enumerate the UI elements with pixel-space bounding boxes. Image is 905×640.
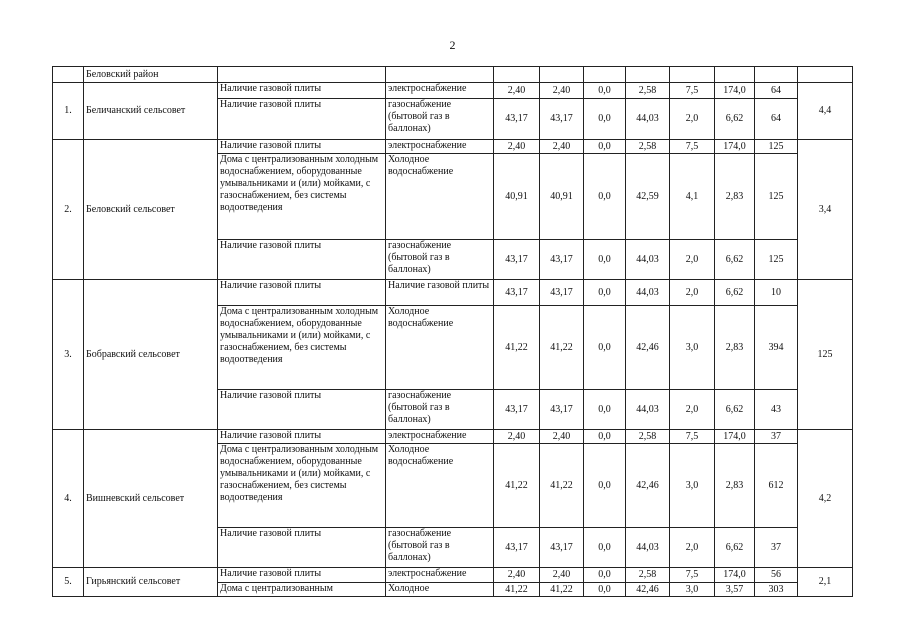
empty-cell xyxy=(386,67,494,83)
value-cell: 7,5 xyxy=(670,568,715,583)
empty-cell xyxy=(798,67,853,83)
value-cell: 43,17 xyxy=(540,240,584,280)
value-cell: 2,40 xyxy=(540,568,584,583)
utility-type: газоснабжение (бытовой газ в баллонах) xyxy=(386,240,494,280)
value-cell: 7,5 xyxy=(670,140,715,154)
district-row xyxy=(53,67,853,83)
value-cell: 40,91 xyxy=(540,154,584,240)
value-cell: 125 xyxy=(755,140,798,154)
value-cell: 43,17 xyxy=(540,390,584,430)
housing-description: Наличие газовой плиты xyxy=(218,83,386,99)
value-cell: 10 xyxy=(755,280,798,306)
value-cell: 4,1 xyxy=(670,154,715,240)
value-cell: 44,03 xyxy=(626,280,670,306)
value-cell: 37 xyxy=(755,528,798,568)
table-row xyxy=(53,280,853,306)
settlement-name: Бобравский сельсовет xyxy=(84,280,218,430)
total-value: 3,4 xyxy=(798,140,853,280)
value-cell: 174,0 xyxy=(715,568,755,583)
district-name: Беловский район xyxy=(84,67,218,83)
value-cell: 41,22 xyxy=(494,444,540,528)
value-cell: 2,0 xyxy=(670,390,715,430)
settlement-name: Беличанский сельсовет xyxy=(84,83,218,140)
value-cell: 41,22 xyxy=(494,583,540,597)
value-cell: 42,59 xyxy=(626,154,670,240)
empty-cell xyxy=(584,67,626,83)
value-cell: 43,17 xyxy=(494,240,540,280)
housing-description: Наличие газовой плиты xyxy=(218,280,386,306)
value-cell: 2,40 xyxy=(540,430,584,444)
row-number: 3. xyxy=(53,280,84,430)
value-cell: 2,83 xyxy=(715,444,755,528)
value-cell: 43,17 xyxy=(494,99,540,140)
row-number: 2. xyxy=(53,140,84,280)
value-cell: 42,46 xyxy=(626,444,670,528)
value-cell: 0,0 xyxy=(584,140,626,154)
value-cell: 2,58 xyxy=(626,430,670,444)
value-cell: 0,0 xyxy=(584,154,626,240)
value-cell: 56 xyxy=(755,568,798,583)
utility-type: электроснабжение xyxy=(386,83,494,99)
housing-description: Наличие газовой плиты xyxy=(218,99,386,140)
value-cell: 2,0 xyxy=(670,528,715,568)
value-cell: 174,0 xyxy=(715,430,755,444)
table-body xyxy=(53,67,853,597)
value-cell: 37 xyxy=(755,430,798,444)
value-cell: 7,5 xyxy=(670,83,715,99)
value-cell: 0,0 xyxy=(584,83,626,99)
value-cell: 0,0 xyxy=(584,430,626,444)
value-cell: 6,62 xyxy=(715,99,755,140)
value-cell: 44,03 xyxy=(626,240,670,280)
empty-cell xyxy=(218,67,386,83)
empty-cell xyxy=(715,67,755,83)
value-cell: 303 xyxy=(755,583,798,597)
value-cell: 3,0 xyxy=(670,306,715,390)
value-cell: 40,91 xyxy=(494,154,540,240)
housing-description: Наличие газовой плиты xyxy=(218,568,386,583)
housing-description: Дома с централизованным холодным водоснабжением, оборудованные умывальниками и (или) мойками, с газоснабжением, без системы водоотведения xyxy=(218,444,386,528)
value-cell: 43,17 xyxy=(540,528,584,568)
value-cell: 0,0 xyxy=(584,306,626,390)
utility-type: Наличие газовой плиты xyxy=(386,280,494,306)
row-number: 1. xyxy=(53,83,84,140)
empty-cell xyxy=(53,67,84,83)
utility-type: электроснабжение xyxy=(386,140,494,154)
value-cell: 2,58 xyxy=(626,568,670,583)
value-cell: 44,03 xyxy=(626,528,670,568)
total-value: 4,2 xyxy=(798,430,853,568)
table-row xyxy=(53,430,853,444)
total-value: 2,1 xyxy=(798,568,853,597)
value-cell: 43,17 xyxy=(540,280,584,306)
value-cell: 2,0 xyxy=(670,280,715,306)
value-cell: 3,57 xyxy=(715,583,755,597)
empty-cell xyxy=(755,67,798,83)
value-cell: 44,03 xyxy=(626,390,670,430)
utility-type: газоснабжение (бытовой газ в баллонах) xyxy=(386,99,494,140)
value-cell: 6,62 xyxy=(715,390,755,430)
value-cell: 43,17 xyxy=(494,390,540,430)
housing-description: Дома с централизованным холодным водоснабжением, оборудованные умывальниками и (или) мойками, с газоснабжением, без системы водоотведения xyxy=(218,306,386,390)
settlement-name: Вишневский сельсовет xyxy=(84,430,218,568)
value-cell: 6,62 xyxy=(715,280,755,306)
housing-description: Наличие газовой плиты xyxy=(218,430,386,444)
value-cell: 0,0 xyxy=(584,240,626,280)
value-cell: 3,0 xyxy=(670,444,715,528)
total-value: 125 xyxy=(798,280,853,430)
value-cell: 43,17 xyxy=(540,99,584,140)
value-cell: 42,46 xyxy=(626,306,670,390)
value-cell: 2,40 xyxy=(494,430,540,444)
value-cell: 0,0 xyxy=(584,390,626,430)
empty-cell xyxy=(494,67,540,83)
utility-type: электроснабжение xyxy=(386,568,494,583)
housing-description: Наличие газовой плиты xyxy=(218,140,386,154)
utility-type: газоснабжение (бытовой газ в баллонах) xyxy=(386,528,494,568)
utility-type: Холодное водоснабжение xyxy=(386,306,494,390)
housing-description: Наличие газовой плиты xyxy=(218,390,386,430)
value-cell: 125 xyxy=(755,154,798,240)
value-cell: 6,62 xyxy=(715,528,755,568)
value-cell: 6,62 xyxy=(715,240,755,280)
value-cell: 2,0 xyxy=(670,99,715,140)
value-cell: 0,0 xyxy=(584,99,626,140)
value-cell: 0,0 xyxy=(584,583,626,597)
utility-type: газоснабжение (бытовой газ в баллонах) xyxy=(386,390,494,430)
empty-cell xyxy=(670,67,715,83)
settlement-name: Гирьянский сельсовет xyxy=(84,568,218,597)
value-cell: 2,83 xyxy=(715,154,755,240)
settlement-name: Беловский сельсовет xyxy=(84,140,218,280)
value-cell: 41,22 xyxy=(540,306,584,390)
utility-type: Холодное xyxy=(386,583,494,597)
value-cell: 2,0 xyxy=(670,240,715,280)
value-cell: 64 xyxy=(755,83,798,99)
utility-type: электроснабжение xyxy=(386,430,494,444)
housing-description: Дома с централизованным xyxy=(218,583,386,597)
empty-cell xyxy=(626,67,670,83)
value-cell: 41,22 xyxy=(540,583,584,597)
value-cell: 3,0 xyxy=(670,583,715,597)
value-cell: 0,0 xyxy=(584,444,626,528)
value-cell: 43,17 xyxy=(494,528,540,568)
value-cell: 174,0 xyxy=(715,83,755,99)
page-number: 2 xyxy=(449,38,456,52)
value-cell: 2,40 xyxy=(494,83,540,99)
value-cell: 2,40 xyxy=(540,83,584,99)
value-cell: 2,40 xyxy=(494,140,540,154)
value-cell: 41,22 xyxy=(540,444,584,528)
housing-description: Наличие газовой плиты xyxy=(218,528,386,568)
value-cell: 42,46 xyxy=(626,583,670,597)
value-cell: 0,0 xyxy=(584,568,626,583)
value-cell: 2,40 xyxy=(540,140,584,154)
value-cell: 44,03 xyxy=(626,99,670,140)
value-cell: 0,0 xyxy=(584,280,626,306)
row-number: 5. xyxy=(53,568,84,597)
value-cell: 394 xyxy=(755,306,798,390)
value-cell: 2,40 xyxy=(494,568,540,583)
value-cell: 125 xyxy=(755,240,798,280)
value-cell: 174,0 xyxy=(715,140,755,154)
table-row xyxy=(53,140,853,154)
value-cell: 2,83 xyxy=(715,306,755,390)
value-cell: 2,58 xyxy=(626,83,670,99)
value-cell: 43 xyxy=(755,390,798,430)
total-value: 4,4 xyxy=(798,83,853,140)
housing-description: Дома с централизованным холодным водоснабжением, оборудованные умывальниками и (или) мойками, с газоснабжением, без системы водоотведения xyxy=(218,154,386,240)
value-cell: 64 xyxy=(755,99,798,140)
housing-description: Наличие газовой плиты xyxy=(218,240,386,280)
value-cell: 41,22 xyxy=(494,306,540,390)
tariff-table xyxy=(52,66,853,597)
value-cell: 2,58 xyxy=(626,140,670,154)
value-cell: 0,0 xyxy=(584,528,626,568)
utility-type: Холодное водоснабжение xyxy=(386,154,494,240)
table-row xyxy=(53,83,853,99)
empty-cell xyxy=(540,67,584,83)
table-row xyxy=(53,568,853,583)
row-number: 4. xyxy=(53,430,84,568)
value-cell: 7,5 xyxy=(670,430,715,444)
value-cell: 612 xyxy=(755,444,798,528)
value-cell: 43,17 xyxy=(494,280,540,306)
utility-type: Холодное водоснабжение xyxy=(386,444,494,528)
